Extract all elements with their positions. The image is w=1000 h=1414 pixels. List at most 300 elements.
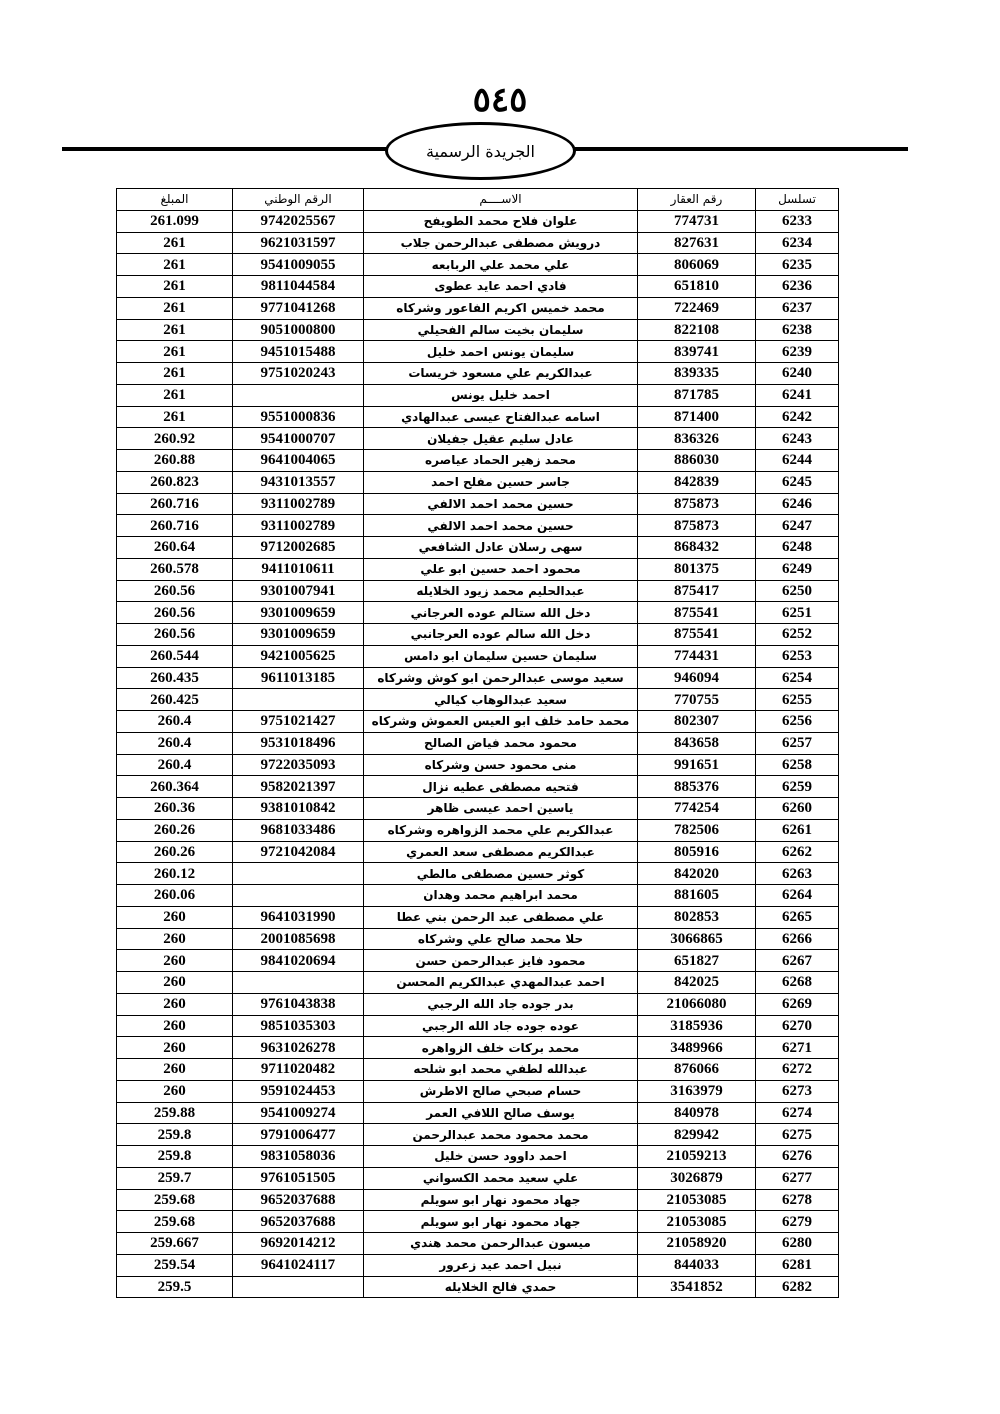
serial-cell: 6242	[756, 406, 839, 428]
table-row	[117, 1059, 839, 1081]
serial-cell: 6260	[756, 798, 839, 820]
serial-cell: 6238	[756, 319, 839, 341]
national-id-cell: 9541009055	[233, 254, 364, 276]
column-header-property-number: رقم العقار	[638, 189, 756, 211]
table-row	[117, 624, 839, 646]
property-number-cell: 801375	[638, 558, 756, 580]
property-number-cell: 844033	[638, 1254, 756, 1276]
national-id-cell: 9301007941	[233, 580, 364, 602]
property-number-cell: 3541852	[638, 1276, 756, 1298]
amount-cell: 259.667	[117, 1233, 233, 1255]
table-row	[117, 210, 839, 232]
table-row	[117, 276, 839, 298]
table-row	[117, 819, 839, 841]
national-id-cell: 9761043838	[233, 993, 364, 1015]
national-id-cell: 9301009659	[233, 602, 364, 624]
name-cell: عبدالكريم علي محمد الزواهره وشركاه	[364, 819, 638, 841]
amount-cell: 260.425	[117, 689, 233, 711]
table-row	[117, 1233, 839, 1255]
name-cell: حسام صبحي صالح الاطرش	[364, 1080, 638, 1102]
property-number-cell: 3026879	[638, 1167, 756, 1189]
table-row	[117, 689, 839, 711]
property-number-cell: 843658	[638, 732, 756, 754]
serial-cell: 6270	[756, 1015, 839, 1037]
national-id-cell: 9692014212	[233, 1233, 364, 1255]
property-number-cell: 3185936	[638, 1015, 756, 1037]
property-number-cell: 774431	[638, 645, 756, 667]
property-number-cell: 782506	[638, 819, 756, 841]
table-row	[117, 254, 839, 276]
serial-cell: 6257	[756, 732, 839, 754]
amount-cell: 260	[117, 906, 233, 928]
property-number-cell: 774254	[638, 798, 756, 820]
national-id-cell	[233, 384, 364, 406]
serial-cell: 6246	[756, 493, 839, 515]
serial-cell: 6255	[756, 689, 839, 711]
national-id-cell: 9652037688	[233, 1189, 364, 1211]
national-id-cell: 9641031990	[233, 906, 364, 928]
name-cell: احمد عبدالمهدي عبدالكريم المحسن	[364, 972, 638, 994]
name-cell: سليمان حسين سليمان ابو دامس	[364, 645, 638, 667]
national-id-cell: 9841020694	[233, 950, 364, 972]
serial-cell: 6265	[756, 906, 839, 928]
national-id-cell: 9641004065	[233, 450, 364, 472]
property-number-cell: 806069	[638, 254, 756, 276]
amount-cell: 260.544	[117, 645, 233, 667]
table-row	[117, 950, 839, 972]
amount-cell: 260.364	[117, 776, 233, 798]
name-cell: محمود فايز عبدالرحمن حسن	[364, 950, 638, 972]
name-cell: احمد داوود حسن خليل	[364, 1146, 638, 1168]
national-id-cell: 9711020482	[233, 1059, 364, 1081]
name-cell: عبدالكريم مصطفى سعد العمري	[364, 841, 638, 863]
property-number-cell: 881605	[638, 885, 756, 907]
table-row	[117, 928, 839, 950]
property-number-cell: 21053085	[638, 1211, 756, 1233]
property-number-cell: 722469	[638, 297, 756, 319]
serial-cell: 6266	[756, 928, 839, 950]
table-row	[117, 1167, 839, 1189]
property-number-cell: 822108	[638, 319, 756, 341]
national-id-cell	[233, 972, 364, 994]
property-number-cell: 21053085	[638, 1189, 756, 1211]
name-cell: عبدالحليم محمد زيود الخلايله	[364, 580, 638, 602]
amount-cell: 260.64	[117, 537, 233, 559]
table-row	[117, 776, 839, 798]
column-header-national-id: الرقم الوطني	[233, 189, 364, 211]
national-id-cell: 9811044584	[233, 276, 364, 298]
name-cell: ياسين احمد عيسى ظاهر	[364, 798, 638, 820]
amount-cell: 260	[117, 993, 233, 1015]
name-cell: فتحيه مصطفى عطيه نزال	[364, 776, 638, 798]
name-cell: علي سعيد محمد الكسواني	[364, 1167, 638, 1189]
property-number-cell: 651810	[638, 276, 756, 298]
serial-cell: 6248	[756, 537, 839, 559]
serial-cell: 6272	[756, 1059, 839, 1081]
property-number-cell: 774731	[638, 210, 756, 232]
table-row	[117, 993, 839, 1015]
amount-cell: 260	[117, 1037, 233, 1059]
name-cell: محمود محمد فياض الصالح	[364, 732, 638, 754]
amount-cell: 260.92	[117, 428, 233, 450]
serial-cell: 6243	[756, 428, 839, 450]
serial-cell: 6258	[756, 754, 839, 776]
table-row	[117, 319, 839, 341]
serial-cell: 6233	[756, 210, 839, 232]
amount-cell: 260.88	[117, 450, 233, 472]
national-id-cell: 9621031597	[233, 232, 364, 254]
property-number-cell: 802307	[638, 711, 756, 733]
property-number-cell: 885376	[638, 776, 756, 798]
table-row	[117, 863, 839, 885]
national-id-cell: 9541000707	[233, 428, 364, 450]
name-cell: عوده جوده جاد الله الرجبي	[364, 1015, 638, 1037]
amount-cell: 260	[117, 1015, 233, 1037]
name-cell: حسين محمد احمد الالفي	[364, 515, 638, 537]
name-cell: حلا محمد صالح علي وشركاه	[364, 928, 638, 950]
serial-cell: 6277	[756, 1167, 839, 1189]
serial-cell: 6263	[756, 863, 839, 885]
table-row	[117, 1080, 839, 1102]
serial-cell: 6245	[756, 471, 839, 493]
national-id-cell: 9421005625	[233, 645, 364, 667]
property-number-cell: 842020	[638, 863, 756, 885]
table-row	[117, 493, 839, 515]
serial-cell: 6261	[756, 819, 839, 841]
amount-cell: 261	[117, 319, 233, 341]
name-cell: دخل الله سالم عوده العرجانبي	[364, 624, 638, 646]
table-row	[117, 602, 839, 624]
amount-cell: 260.26	[117, 819, 233, 841]
amount-cell: 260.4	[117, 711, 233, 733]
name-cell: علي محمد علي الربابعه	[364, 254, 638, 276]
property-number-cell: 770755	[638, 689, 756, 711]
national-id-cell: 2001085698	[233, 928, 364, 950]
serial-cell: 6259	[756, 776, 839, 798]
amount-cell: 260.12	[117, 863, 233, 885]
national-id-cell: 9751020243	[233, 363, 364, 385]
amount-cell: 260.823	[117, 471, 233, 493]
amount-cell: 260.56	[117, 624, 233, 646]
serial-cell: 6244	[756, 450, 839, 472]
property-number-cell: 875873	[638, 515, 756, 537]
national-id-cell: 9582021397	[233, 776, 364, 798]
national-id-cell: 9641024117	[233, 1254, 364, 1276]
name-cell: احمد خليل يونس	[364, 384, 638, 406]
amount-cell: 260	[117, 1059, 233, 1081]
column-header-name: الاســــم	[364, 189, 638, 211]
name-cell: ميسون عبدالرحمن محمد هندي	[364, 1233, 638, 1255]
table-row	[117, 515, 839, 537]
amount-cell: 260.716	[117, 493, 233, 515]
property-number-cell: 875541	[638, 624, 756, 646]
amount-cell: 260.36	[117, 798, 233, 820]
national-id-cell: 9431013557	[233, 471, 364, 493]
property-number-cell: 871400	[638, 406, 756, 428]
amount-cell: 259.7	[117, 1167, 233, 1189]
name-cell: دخل الله ستالم عوده العرجاني	[364, 602, 638, 624]
amount-cell: 260.716	[117, 515, 233, 537]
table-row	[117, 1276, 839, 1298]
serial-cell: 6253	[756, 645, 839, 667]
property-number-cell: 871785	[638, 384, 756, 406]
amount-cell: 261	[117, 341, 233, 363]
national-id-cell: 9751021427	[233, 711, 364, 733]
serial-cell: 6273	[756, 1080, 839, 1102]
table-row	[117, 384, 839, 406]
amount-cell: 259.54	[117, 1254, 233, 1276]
name-cell: محمد ابراهيم محمد وهدان	[364, 885, 638, 907]
table-row	[117, 297, 839, 319]
name-cell: علي مصطفى عبد الرحمن بني عطا	[364, 906, 638, 928]
name-cell: فادي احمد عايد عطوى	[364, 276, 638, 298]
national-id-cell: 9742025567	[233, 210, 364, 232]
national-id-cell: 9771041268	[233, 297, 364, 319]
amount-cell: 261	[117, 384, 233, 406]
name-cell: سليمان يونس احمد خليل	[364, 341, 638, 363]
property-number-cell: 842025	[638, 972, 756, 994]
amount-cell: 259.8	[117, 1146, 233, 1168]
national-id-cell: 9681033486	[233, 819, 364, 841]
name-cell: سعيد عبدالوهاب كيالي	[364, 689, 638, 711]
name-cell: سليمان بخيت سالم الفحيلي	[364, 319, 638, 341]
amount-cell: 260	[117, 950, 233, 972]
table-row	[117, 363, 839, 385]
records-table	[116, 188, 839, 1298]
table-row	[117, 667, 839, 689]
property-number-cell: 3066865	[638, 928, 756, 950]
national-id-cell: 9851035303	[233, 1015, 364, 1037]
table-row	[117, 645, 839, 667]
amount-cell: 260.4	[117, 754, 233, 776]
property-number-cell: 21059213	[638, 1146, 756, 1168]
national-id-cell: 9591024453	[233, 1080, 364, 1102]
serial-cell: 6281	[756, 1254, 839, 1276]
national-id-cell	[233, 1276, 364, 1298]
table-row	[117, 558, 839, 580]
national-id-cell: 9311002789	[233, 515, 364, 537]
table-row	[117, 580, 839, 602]
national-id-cell: 9381010842	[233, 798, 364, 820]
amount-cell: 260	[117, 1080, 233, 1102]
name-cell: محمد خميس اكريم الفاعور وشركاه	[364, 297, 638, 319]
name-cell: نبيل احمد عيد زعرور	[364, 1254, 638, 1276]
serial-cell: 6269	[756, 993, 839, 1015]
name-cell: محمد محمود محمد عبدالرحمن	[364, 1124, 638, 1146]
serial-cell: 6256	[756, 711, 839, 733]
national-id-cell: 9631026278	[233, 1037, 364, 1059]
national-id-cell: 9831058036	[233, 1146, 364, 1168]
serial-cell: 6235	[756, 254, 839, 276]
column-header-serial: تسلسل	[756, 189, 839, 211]
property-number-cell: 842839	[638, 471, 756, 493]
serial-cell: 6274	[756, 1102, 839, 1124]
national-id-cell: 9311002789	[233, 493, 364, 515]
name-cell: سعيد موسى عبدالرحمن ابو كوش وشركاه	[364, 667, 638, 689]
national-id-cell: 9531018496	[233, 732, 364, 754]
property-number-cell: 836326	[638, 428, 756, 450]
name-cell: علوان فلاح محمد الطويفح	[364, 210, 638, 232]
property-number-cell: 876066	[638, 1059, 756, 1081]
name-cell: محمود احمد حسين ابو علي	[364, 558, 638, 580]
name-cell: يوسف صالح اللافي العمر	[364, 1102, 638, 1124]
name-cell: جهاد محمود نهار ابو سويلم	[364, 1211, 638, 1233]
amount-cell: 260.56	[117, 580, 233, 602]
property-number-cell: 651827	[638, 950, 756, 972]
property-number-cell: 840978	[638, 1102, 756, 1124]
table-row	[117, 711, 839, 733]
property-number-cell: 839335	[638, 363, 756, 385]
name-cell: حسين محمد احمد الالفي	[364, 493, 638, 515]
table-row	[117, 232, 839, 254]
amount-cell: 259.8	[117, 1124, 233, 1146]
national-id-cell: 9541009274	[233, 1102, 364, 1124]
property-number-cell: 875873	[638, 493, 756, 515]
table-row	[117, 406, 839, 428]
table-row	[117, 1189, 839, 1211]
property-number-cell: 839741	[638, 341, 756, 363]
name-cell: عبدالكريم علي مسعود خريسات	[364, 363, 638, 385]
property-number-cell: 21066080	[638, 993, 756, 1015]
column-header-amount: المبلغ	[117, 189, 233, 211]
name-cell: جاسر حسين مفلح احمد	[364, 471, 638, 493]
name-cell: منى محمود حسن وشركاه	[364, 754, 638, 776]
name-cell: عادل سليم عقيل جفيلان	[364, 428, 638, 450]
amount-cell: 260.56	[117, 602, 233, 624]
national-id-cell: 9301009659	[233, 624, 364, 646]
property-number-cell: 886030	[638, 450, 756, 472]
serial-cell: 6247	[756, 515, 839, 537]
name-cell: محمد بركات خلف الزواهره	[364, 1037, 638, 1059]
national-id-cell: 9791006477	[233, 1124, 364, 1146]
serial-cell: 6278	[756, 1189, 839, 1211]
national-id-cell: 9051000800	[233, 319, 364, 341]
serial-cell: 6234	[756, 232, 839, 254]
serial-cell: 6240	[756, 363, 839, 385]
name-cell: اسامه عبدالفتاح عيسى عبدالهادي	[364, 406, 638, 428]
serial-cell: 6249	[756, 558, 839, 580]
table-row	[117, 450, 839, 472]
table-row	[117, 341, 839, 363]
table-row	[117, 1254, 839, 1276]
table-row	[117, 428, 839, 450]
serial-cell: 6236	[756, 276, 839, 298]
table-header-row	[117, 189, 839, 211]
name-cell: جهاد محمود نهار ابو سويلم	[364, 1189, 638, 1211]
table-row	[117, 885, 839, 907]
amount-cell: 261	[117, 297, 233, 319]
amount-cell: 260	[117, 928, 233, 950]
serial-cell: 6282	[756, 1276, 839, 1298]
property-number-cell: 991651	[638, 754, 756, 776]
table-row	[117, 798, 839, 820]
property-number-cell: 827631	[638, 232, 756, 254]
amount-cell: 260.26	[117, 841, 233, 863]
amount-cell: 260	[117, 972, 233, 994]
table-row	[117, 1211, 839, 1233]
national-id-cell: 9721042084	[233, 841, 364, 863]
name-cell: محمد زهير الحماد عياصره	[364, 450, 638, 472]
serial-cell: 6237	[756, 297, 839, 319]
amount-cell: 259.5	[117, 1276, 233, 1298]
page-number: ٥٤٥	[472, 80, 528, 120]
name-cell: بدر جوده جاد الله الرجبي	[364, 993, 638, 1015]
table-row	[117, 471, 839, 493]
table-row	[117, 1015, 839, 1037]
serial-cell: 6264	[756, 885, 839, 907]
amount-cell: 260.4	[117, 732, 233, 754]
national-id-cell	[233, 885, 364, 907]
serial-cell: 6271	[756, 1037, 839, 1059]
serial-cell: 6250	[756, 580, 839, 602]
property-number-cell: 805916	[638, 841, 756, 863]
national-id-cell: 9611013185	[233, 667, 364, 689]
amount-cell: 261	[117, 254, 233, 276]
serial-cell: 6280	[756, 1233, 839, 1255]
table-row	[117, 732, 839, 754]
amount-cell: 261	[117, 363, 233, 385]
property-number-cell: 21058920	[638, 1233, 756, 1255]
national-id-cell: 9451015488	[233, 341, 364, 363]
table-row	[117, 841, 839, 863]
amount-cell: 260.06	[117, 885, 233, 907]
amount-cell: 259.68	[117, 1189, 233, 1211]
property-number-cell: 875417	[638, 580, 756, 602]
serial-cell: 6252	[756, 624, 839, 646]
property-number-cell: 875541	[638, 602, 756, 624]
national-id-cell: 9712002685	[233, 537, 364, 559]
national-id-cell: 9722035093	[233, 754, 364, 776]
serial-cell: 6254	[756, 667, 839, 689]
serial-cell: 6267	[756, 950, 839, 972]
table-row	[117, 1037, 839, 1059]
name-cell: سهى رسلان عادل الشافعي	[364, 537, 638, 559]
amount-cell: 259.88	[117, 1102, 233, 1124]
table-row	[117, 972, 839, 994]
national-id-cell: 9761051505	[233, 1167, 364, 1189]
name-cell: عبدالله لطفي محمد ابو شلحه	[364, 1059, 638, 1081]
name-cell: كوثر حسين مصطفى مالطي	[364, 863, 638, 885]
serial-cell: 6239	[756, 341, 839, 363]
property-number-cell: 946094	[638, 667, 756, 689]
serial-cell: 6262	[756, 841, 839, 863]
amount-cell: 260.578	[117, 558, 233, 580]
table-row	[117, 537, 839, 559]
serial-cell: 6251	[756, 602, 839, 624]
property-number-cell: 3489966	[638, 1037, 756, 1059]
national-id-cell	[233, 863, 364, 885]
amount-cell: 259.68	[117, 1211, 233, 1233]
amount-cell: 261	[117, 232, 233, 254]
table-row	[117, 1124, 839, 1146]
serial-cell: 6276	[756, 1146, 839, 1168]
table-row	[117, 1146, 839, 1168]
serial-cell: 6279	[756, 1211, 839, 1233]
table-row	[117, 906, 839, 928]
national-id-cell	[233, 689, 364, 711]
name-cell: درويش مصطفى عبدالرحمن جلاب	[364, 232, 638, 254]
serial-cell: 6268	[756, 972, 839, 994]
table-row	[117, 1102, 839, 1124]
serial-cell: 6275	[756, 1124, 839, 1146]
national-id-cell: 9551000836	[233, 406, 364, 428]
property-number-cell: 802853	[638, 906, 756, 928]
property-number-cell: 868432	[638, 537, 756, 559]
table-row	[117, 754, 839, 776]
amount-cell: 261	[117, 276, 233, 298]
property-number-cell: 3163979	[638, 1080, 756, 1102]
amount-cell: 261.099	[117, 210, 233, 232]
